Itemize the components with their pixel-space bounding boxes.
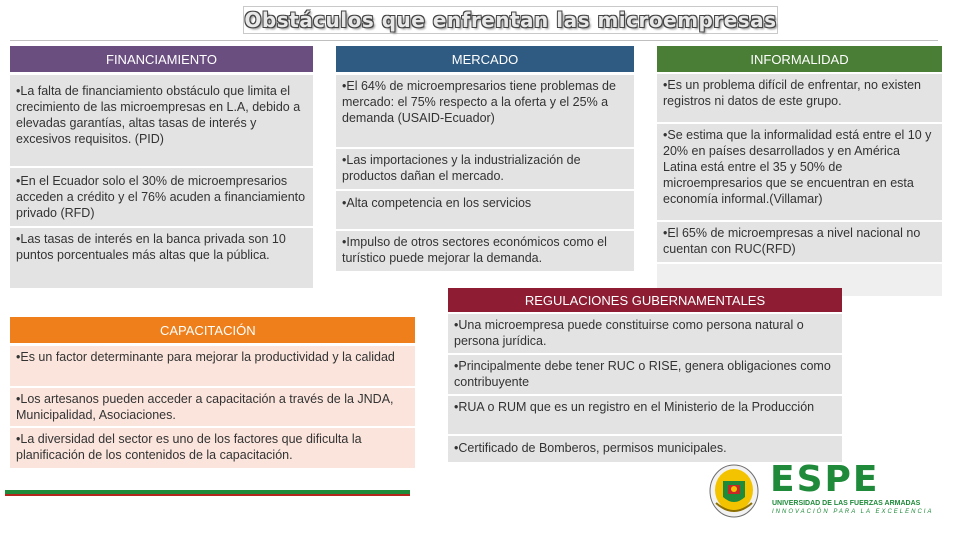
mercado-item: •Alta competencia en los servicios [336,191,634,229]
financiamiento-item: •La falta de financiamiento obstáculo que limita el crecimiento de las microempresas en L.A, debido a elevadas garantías, altas tasas de interés y excesivos requisitos. (PID) [10,75,313,166]
mercado-header: MERCADO [336,46,634,72]
capacitacion-header: CAPACITACIÓN [10,317,415,343]
informalidad-item: •Se estima que la informalidad está entre el 10 y 20% en países desarrollados y en América Latina está entre el 35 y 50% de microempresarios que se encuentran en esta economía informal.(Villamar) [657,124,942,220]
espe-wordmark: ESPE [770,459,880,500]
regulaciones-item: •Principalmente debe tener RUC o RISE, genera obligaciones como contribuyente [448,355,842,394]
capacitacion-item: •Es un factor determinante para mejorar la productividad y la calidad [10,346,415,386]
financiamiento-header: FINANCIAMIENTO [10,46,313,72]
title-divider [10,40,938,41]
financiamiento-item: •Las tasas de interés en la banca privada son 10 puntos porcentuales más altas que la pública. [10,228,313,288]
regulaciones-item: •Una microempresa puede constituirse como persona natural o persona jurídica. [448,314,842,353]
espe-subtitle: UNIVERSIDAD DE LAS FUERZAS ARMADAS [772,500,921,507]
capacitacion-item: •La diversidad del sector es uno de los factores que dificulta la planificación de los contenidos de la capacitación. [10,428,415,468]
regulaciones-header: REGULACIONES GUBERNAMENTALES [448,288,842,312]
slide-title: Obstáculos que enfrentan las microempresas [244,8,777,32]
footer-divider-red [5,494,410,496]
regulaciones-item: •Certificado de Bomberos, permisos municipales. [448,436,842,462]
capacitacion-item: •Los artesanos pueden acceder a capacitación a través de la JNDA, Municipalidad, Asociaciones. [10,388,415,426]
regulaciones-item: •RUA o RUM que es un registro en el Ministerio de la Producción [448,396,842,434]
mercado-item: •Impulso de otros sectores económicos como el turístico puede mejorar la demanda. [336,231,634,271]
financiamiento-item: •En el Ecuador solo el 30% de microempresarios acceden a crédito y el 76% acuden a financiamiento privado (RFD) [10,168,313,226]
espe-logo [706,459,944,523]
mercado-item: •El 64% de microempresarios tiene problemas de mercado: el 75% respecto a la oferta y el 25% a demanda (USAID-Ecuador) [336,75,634,147]
espe-tagline: INNOVACIÓN PARA LA EXCELENCIA [772,509,934,515]
informalidad-item: •Es un problema difícil de enfrentar, no existen registros ni datos de este grupo. [657,74,942,122]
informalidad-header: INFORMALIDAD [657,46,942,72]
informalidad-item: •El 65% de microempresas a nivel nacional no cuentan con RUC(RFD) [657,222,942,262]
mercado-item: •Las importaciones y la industrialización de productos dañan el mercado. [336,149,634,189]
